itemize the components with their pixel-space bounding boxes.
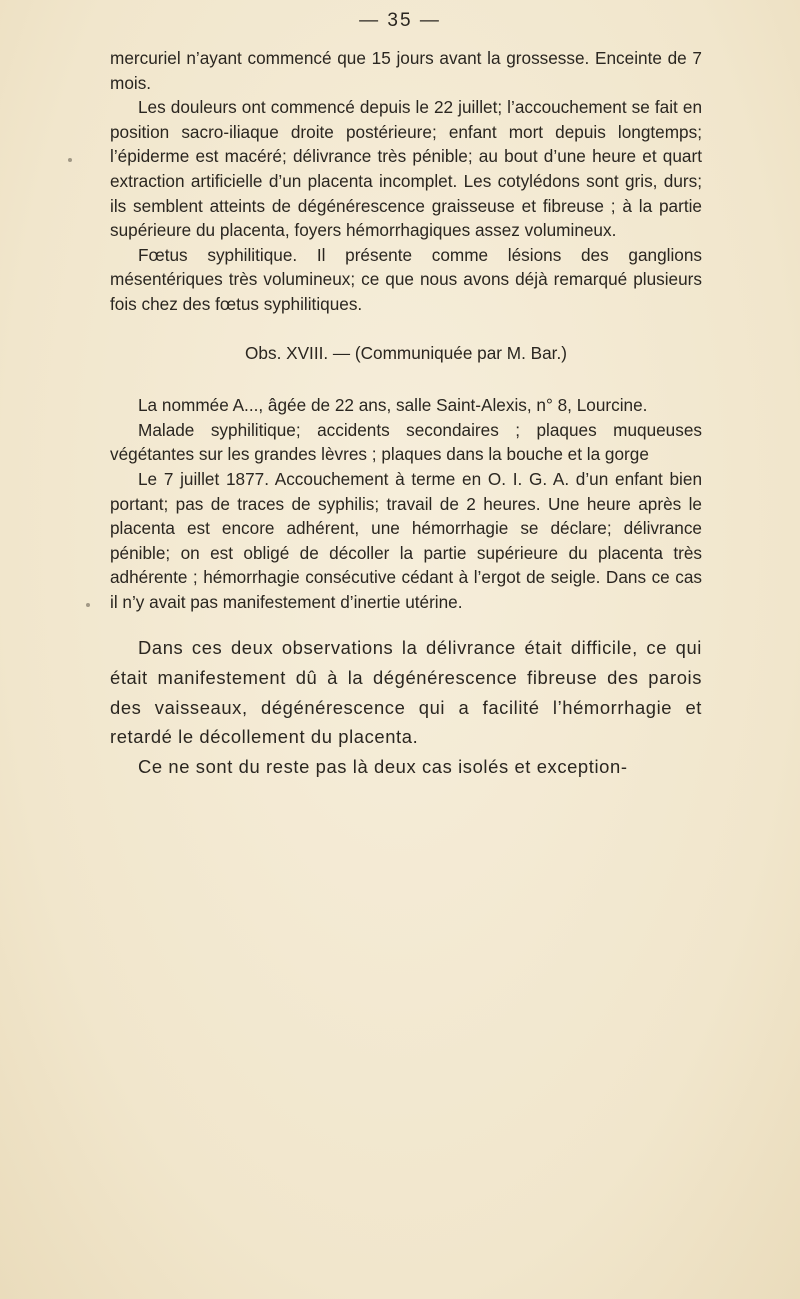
observation-heading: Obs. XVIII. — (Communiquée par M. Bar.): [245, 342, 567, 363]
paragraph-conclusion: Dans ces deux observations la délivrance était difficile, ce qui était manifestement dû à la dégénérescence fibreuse des parois des vaisseaux, dégénérescence qui a facilité l’hémorrhagie et retardé le décollement du placenta.: [110, 637, 702, 748]
paragraph-symptoms: Malade syphilitique; accidents secondaires ; plaques muqueuses végétantes sur les grandes lèvres ; plaques dans la bouche et la gorge: [110, 419, 702, 465]
section-gap: [110, 614, 702, 633]
paragraph-fetus-findings: Fœtus syphilitique. Il présente comme lésions des ganglions mésentériques très volumineux; ce que nous avons déjà remarqué plusieurs fois chez des fœtus syphilitiques.: [110, 244, 702, 314]
paragraph-continuation: mercuriel n’ayant commencé que 15 jours avant la grossesse. Enceinte de 7 mois.: [110, 48, 702, 93]
conclusion-block: [110, 633, 702, 781]
paragraph-final: Ce ne sont du reste pas là deux cas isolés et exception-: [138, 755, 628, 777]
paragraph-delivery-account: Les douleurs ont commencé depuis le 22 juillet; l’accouchement se fait en position sacro-iliaque droite postérieure; enfant mort depuis longtemps; l’épiderme est macéré; délivrance très pénible; au bout d’une heure et quart extraction artificielle d’un placenta incomplet. Les cotylédons sont gris, durs; ils semblent atteints de dégénérescence graisseuse et fibreuse ; à la partie supérieure du placenta, foyers hémorrhagiques assez volumineux.: [110, 97, 702, 241]
page-number: — 35 —: [359, 10, 441, 31]
margin-speck: [68, 158, 72, 162]
margin-speck: [86, 603, 90, 607]
paragraph-patient-intro: La nommée A..., âgée de 22 ans, salle Saint-Alexis, n° 8, Lourcine.: [138, 395, 648, 416]
page-body: [110, 46, 702, 781]
paragraph-delivery-1877: Le 7 juillet 1877. Accouchement à terme en O. I. G. A. d’un enfant bien portant; pas de traces de syphilis; travail de 2 heures. Une heure après le placenta est encore adhérent, une hémorrhagie se déclare; délivrance pénible; on est obligé de décoller la partie supérieure du placenta très adhérente ; hémorrhagie consécutive cédant à l’ergot de seigle. Dans ce cas il n’y avait pas manifestement d’inertie utérine.: [110, 468, 702, 612]
